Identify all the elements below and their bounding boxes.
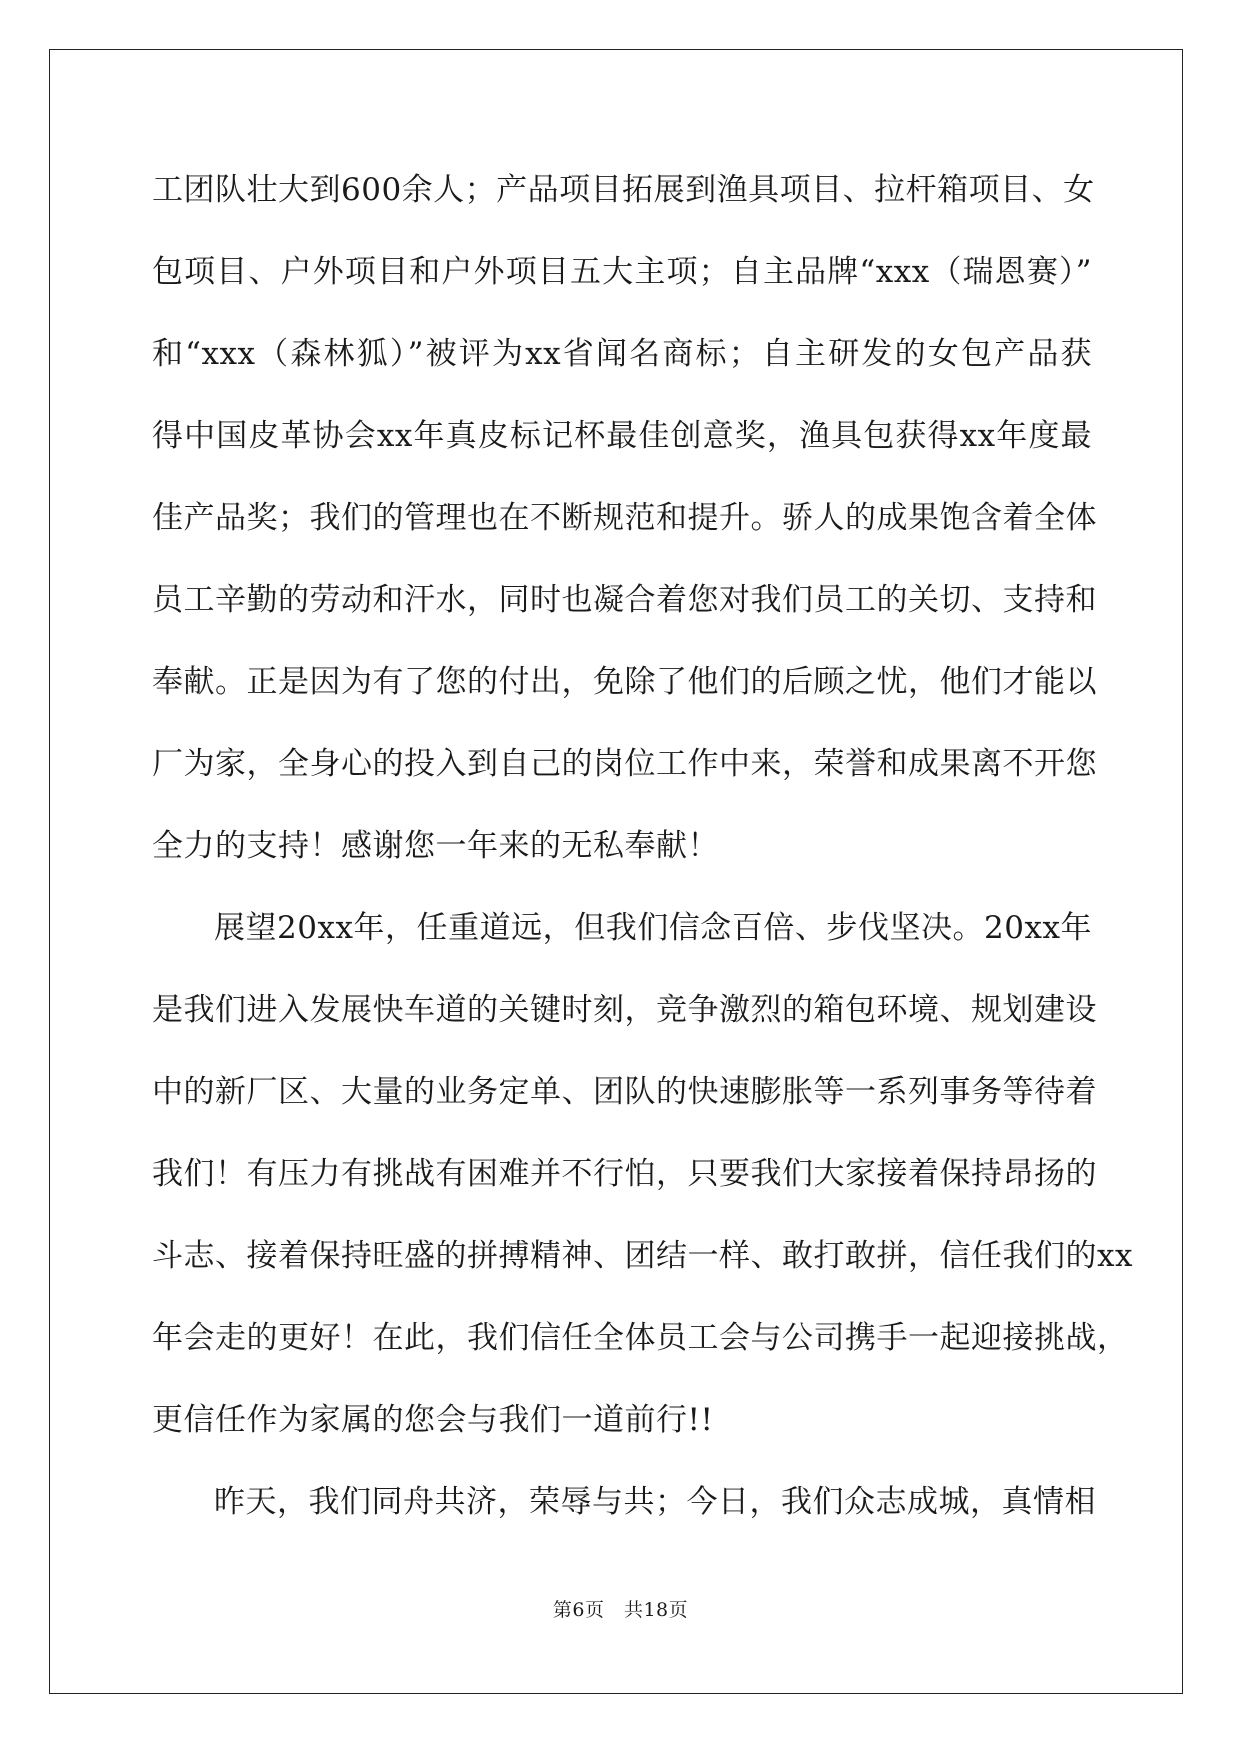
text-line: 厂为家，全身心的投入到自己的岗位工作中来，荣誉和成果离不开您 <box>152 746 1097 782</box>
text-line: 和“xxx（森林狐）”被评为xx省闻名商标；自主研发的女包产品获 <box>152 336 1092 372</box>
paragraph-start-line: 展望20xx年，任重道远，但我们信念百倍、步伐坚决。20xx年 <box>214 910 1092 946</box>
text-line: 中的新厂区、大量的业务定单、团队的快速膨胀等一系列事务等待着 <box>152 1074 1097 1110</box>
text-line: 包项目、户外项目和户外项目五大主项；自主品牌“xxx（瑞恩赛）” <box>152 254 1092 290</box>
text-line: 员工辛勤的劳动和汗水，同时也凝合着您对我们员工的关切、支持和 <box>152 582 1097 618</box>
text-line: 奉献。正是因为有了您的付出，免除了他们的后顾之忧，他们才能以 <box>152 664 1097 700</box>
text-line: 我们！有压力有挑战有困难并不行怕，只要我们大家接着保持昂扬的 <box>152 1156 1097 1192</box>
text-line: 是我们进入发展快车道的关键时刻，竞争激烈的箱包环境、规划建设 <box>152 992 1097 1028</box>
text-line: 年会走的更好！在此，我们信任全体员工会与公司携手一起迎接挑战， <box>152 1320 1129 1356</box>
text-line: 佳产品奖；我们的管理也在不断规范和提升。骄人的成果饱含着全体 <box>152 500 1097 536</box>
paragraph-end-line: 全力的支持！感谢您一年来的无私奉献！ <box>152 828 719 864</box>
text-line: 得中国皮革协会xx年真皮标记杯最佳创意奖，渔具包获得xx年度最 <box>152 418 1092 454</box>
page-number-footer: 第6页 共18页 <box>552 1599 689 1621</box>
text-line: 工团队壮大到600余人；产品项目拓展到渔具项目、拉杆箱项目、女 <box>152 172 1095 208</box>
paragraph-start-line: 昨天，我们同舟共济，荣辱与共；今日，我们众志成城，真情相 <box>214 1484 1096 1520</box>
paragraph-end-line: 更信任作为家属的您会与我们一道前行!! <box>152 1402 714 1438</box>
document-body <box>152 162 1133 1556</box>
text-line: 斗志、接着保持旺盛的拼搏精神、团结一样、敢打敢拼，信任我们的xx <box>152 1238 1133 1274</box>
